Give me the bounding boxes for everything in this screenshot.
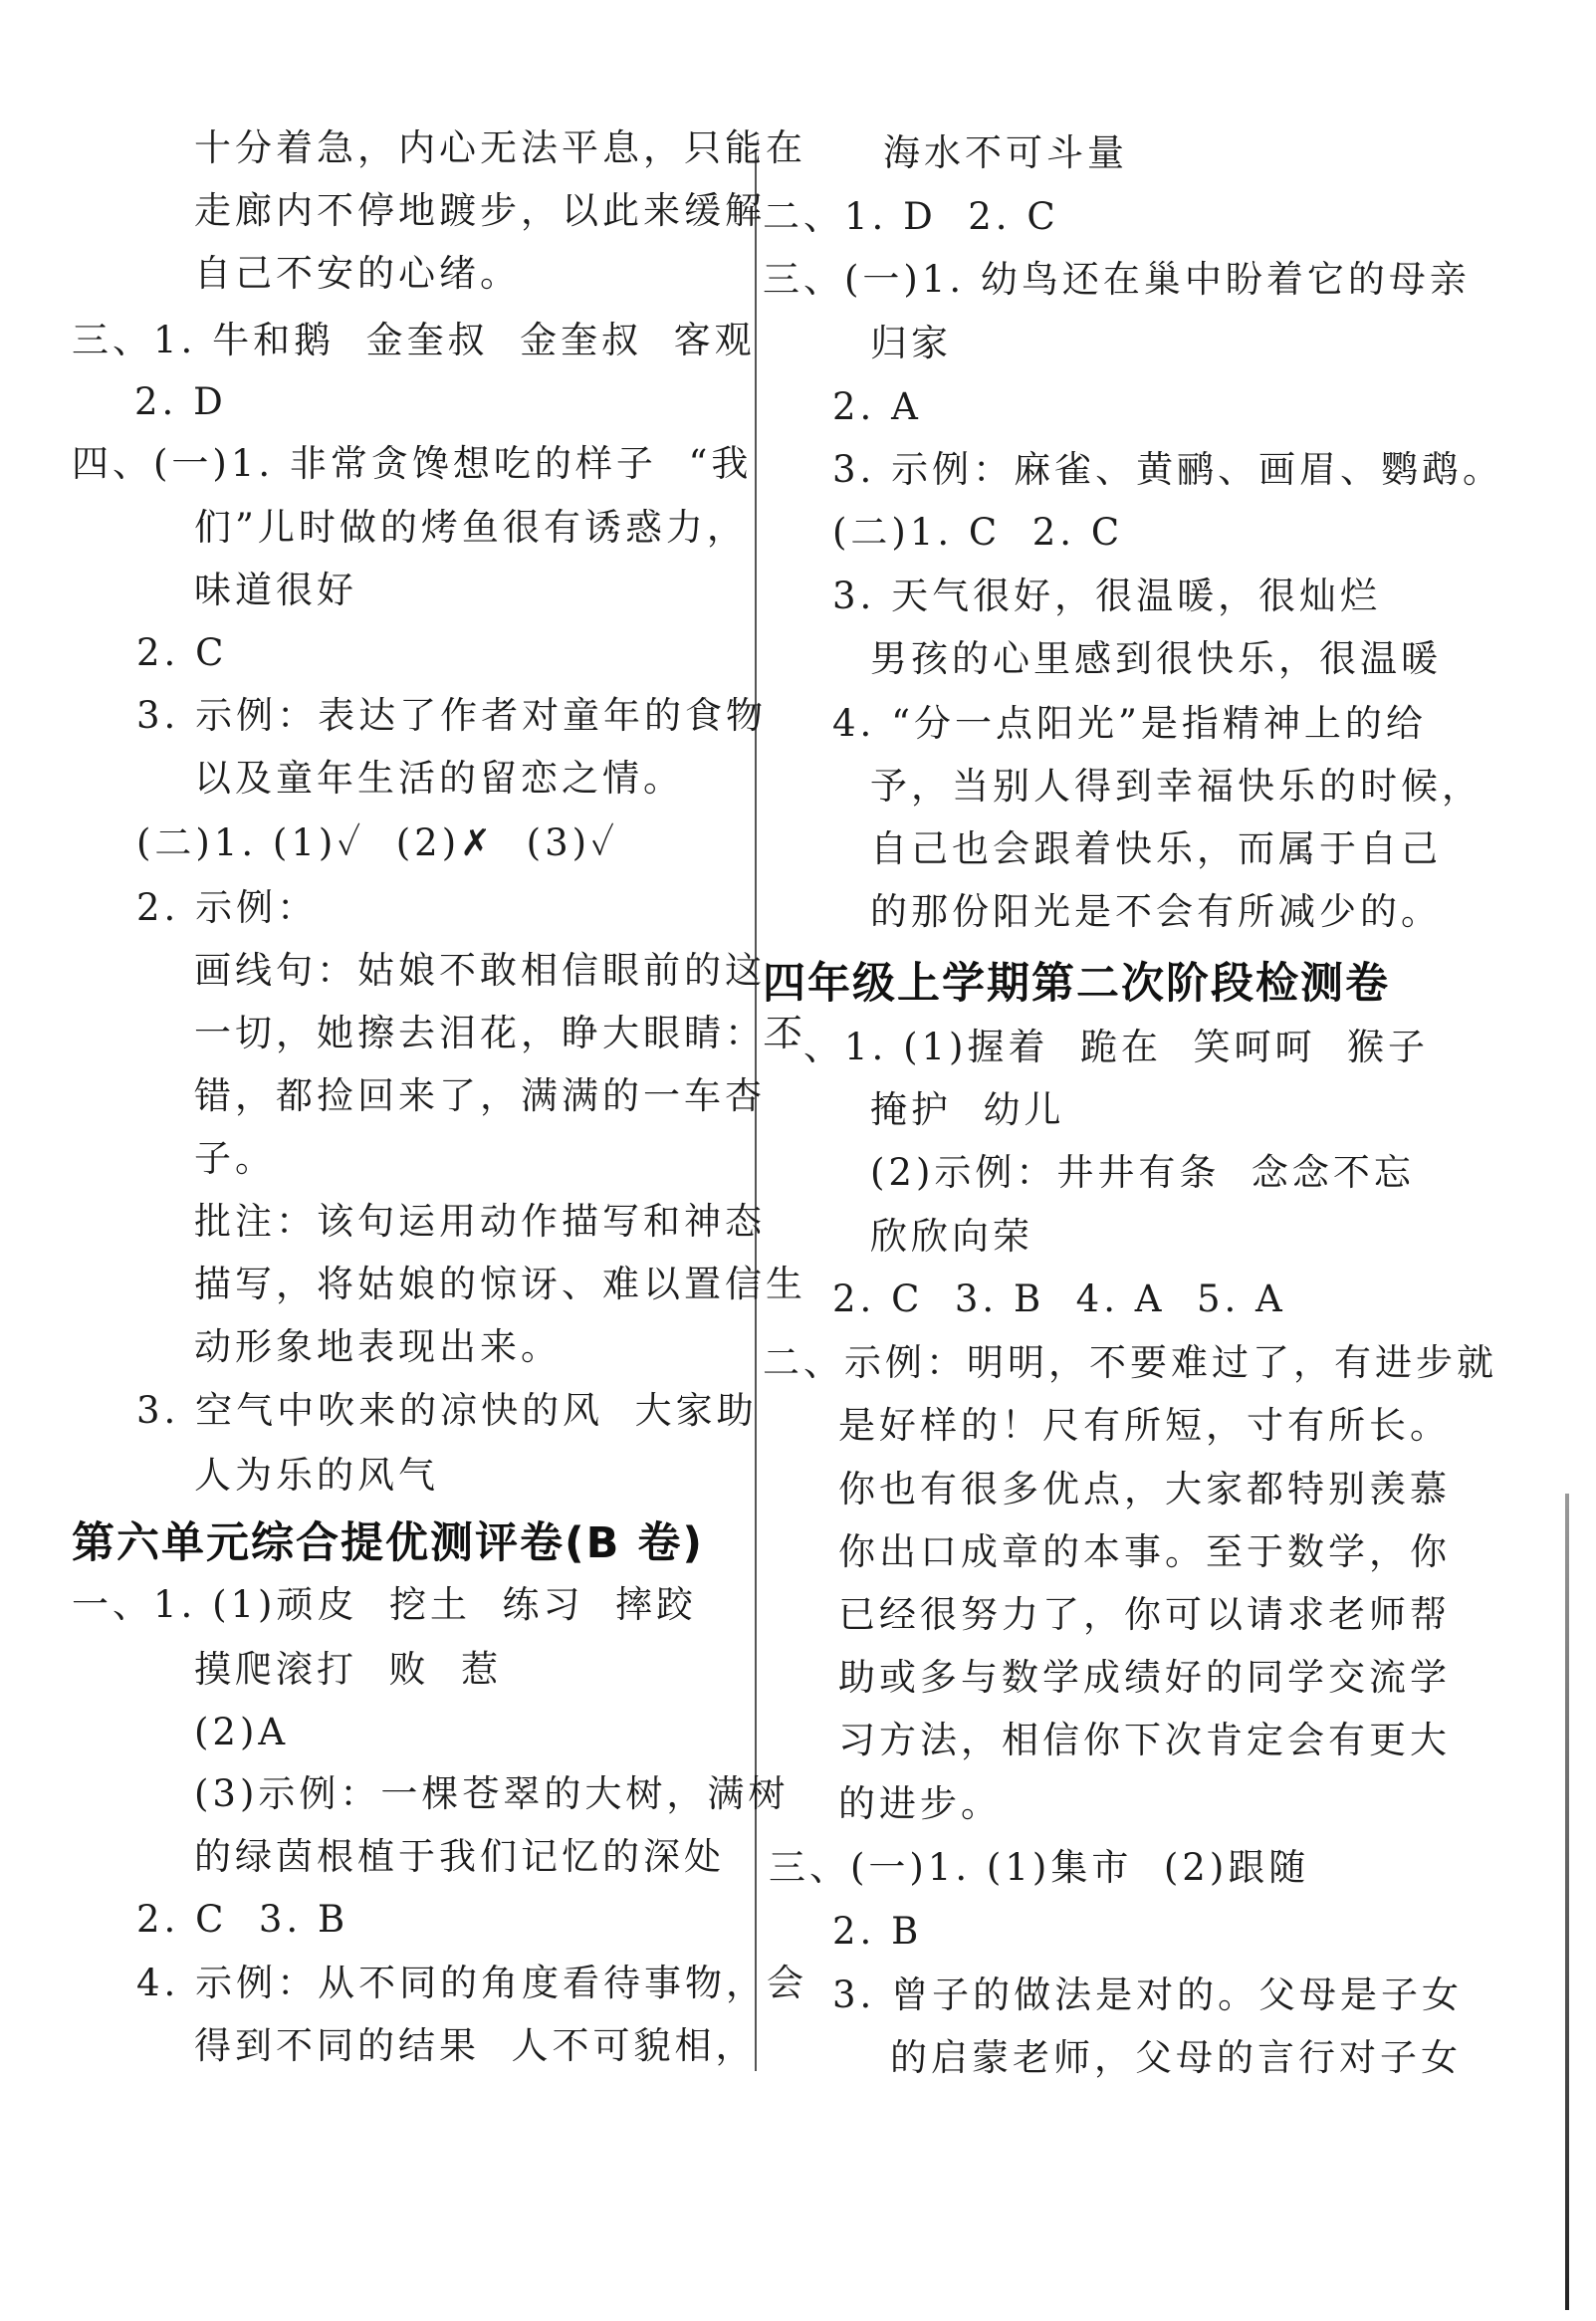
answer-line: 子。 bbox=[194, 1137, 276, 1180]
answer-line: 掩护 幼儿 bbox=[870, 1088, 1065, 1131]
answer-line: 的绿茵根植于我们记忆的深处 bbox=[194, 1835, 725, 1878]
answer-line: 自己也会跟着快乐，而属于自己 bbox=[870, 827, 1442, 870]
answer-line: 3. 示例：表达了作者对童年的食物 bbox=[136, 694, 768, 737]
answer-line: (二)1. C 2. C bbox=[832, 511, 1124, 554]
answer-line: 海水不可斗量 bbox=[883, 131, 1128, 174]
answer-line: 味道很好 bbox=[194, 569, 357, 611]
answer-line: 3. 示例：麻雀、黄鹂、画眉、鹦鹉。 bbox=[832, 448, 1504, 491]
answer-line: 一、1. (1)顽皮 挖土 练习 摔跤 bbox=[72, 1583, 698, 1626]
answer-line: 得到不同的结果 人不可貌相， bbox=[194, 2024, 757, 2067]
answer-line: 2. C bbox=[136, 631, 228, 674]
section-heading: 四年级上学期第二次阶段检测卷 bbox=[763, 959, 1390, 1009]
answer-line: 2. D bbox=[134, 380, 227, 423]
scan-edge-shadow bbox=[1565, 1494, 1569, 2310]
answer-line: 二、1. D 2. C bbox=[763, 195, 1059, 238]
answer-line: 习方法，相信你下次肯定会有更大 bbox=[838, 1719, 1451, 1761]
answer-line: 4. “分一点阳光”是指精神上的给 bbox=[832, 702, 1427, 745]
answer-line: 归家 bbox=[870, 322, 952, 364]
answer-line: 自己不安的心绪。 bbox=[194, 252, 521, 295]
answer-line: 已经很努力了，你可以请求老师帮 bbox=[838, 1593, 1451, 1636]
answer-line: 人为乐的风气 bbox=[194, 1454, 439, 1497]
answer-line: 一切，她擦去泪花，睁大眼睛：不 bbox=[194, 1012, 806, 1054]
answer-line: 二、示例：明明，不要难过了，有进步就 bbox=[763, 1341, 1497, 1384]
answer-line: 2. C 3. B bbox=[136, 1898, 349, 1941]
answer-line: 三、1. 牛和鹅 金奎叔 金奎叔 客观 bbox=[72, 319, 756, 361]
answer-line: 描写，将姑娘的惊讶、难以置信生 bbox=[194, 1263, 806, 1305]
answer-line: 的启蒙老师，父母的言行对子女 bbox=[890, 2036, 1462, 2079]
answer-line: 四、(一)1. 非常贪馋想吃的样子 “我 bbox=[72, 442, 753, 485]
answer-line: 2. B bbox=[832, 1910, 923, 1953]
answer-line: 2. 示例： bbox=[136, 886, 319, 929]
answer-line: 是好样的！尺有所短，寸有所长。 bbox=[838, 1404, 1451, 1447]
answer-line: 2. A bbox=[832, 385, 922, 428]
answer-line: 你出口成章的本事。至于数学，你 bbox=[838, 1530, 1451, 1573]
answer-line: 你也有很多优点，大家都特别羡慕 bbox=[838, 1468, 1451, 1510]
answer-line: 的那份阳光是不会有所减少的。 bbox=[870, 890, 1442, 933]
answer-line: 三、(一)1. (1)集市 (2)跟随 bbox=[769, 1846, 1310, 1889]
answer-line: (3)示例：一棵苍翠的大树，满树 bbox=[194, 1772, 790, 1815]
answer-line: (2)示例：井井有条 念念不忘 bbox=[870, 1151, 1415, 1194]
answer-line: 3. 空气中吹来的凉快的风 大家助 bbox=[136, 1389, 758, 1432]
answer-line: 画线句：姑娘不敢相信眼前的这 bbox=[194, 949, 766, 992]
answer-line: 4. 示例：从不同的角度看待事物，会 bbox=[136, 1962, 808, 2004]
answer-line: 一、1. (1)握着 跪在 笑呵呵 猴子 bbox=[763, 1026, 1430, 1068]
answer-line: 3. 曾子的做法是对的。父母是子女 bbox=[832, 1973, 1464, 2016]
answer-line: 予，当别人得到幸福快乐的时候， bbox=[870, 765, 1482, 808]
answer-line: 批注：该句运用动作描写和神态 bbox=[194, 1200, 766, 1243]
answer-line: 十分着急，内心无法平息，只能在 bbox=[194, 126, 806, 169]
answer-line: 三、(一)1. 幼鸟还在巢中盼着它的母亲 bbox=[763, 258, 1471, 301]
section-heading: 第六单元综合提优测评卷(B 卷) bbox=[72, 1518, 705, 1568]
answer-line: 走廊内不停地踱步，以此来缓解 bbox=[194, 189, 766, 232]
answer-line: 助或多与数学成绩好的同学交流学 bbox=[838, 1656, 1451, 1699]
answer-line: (二)1. (1)✓ (2)✗ (3)✓ bbox=[136, 821, 618, 864]
answer-line: 摸爬滚打 败 惹 bbox=[194, 1648, 503, 1691]
answer-line: 以及童年生活的留恋之情。 bbox=[194, 757, 684, 800]
answer-line: 的进步。 bbox=[838, 1782, 1002, 1825]
answer-line: 们”儿时做的烤鱼很有诱惑力， bbox=[194, 506, 748, 549]
answer-line: 男孩的心里感到很快乐，很温暖 bbox=[870, 637, 1442, 680]
answer-line: 2. C 3. B 4. A 5. A bbox=[832, 1277, 1286, 1320]
answer-line: (2)A bbox=[194, 1711, 290, 1753]
answer-line: 动形象地表现出来。 bbox=[194, 1325, 562, 1368]
answer-line: 欣欣向荣 bbox=[870, 1215, 1033, 1258]
answer-line: 3. 天气很好，很温暖，很灿烂 bbox=[832, 575, 1382, 617]
answer-line: 错，都捡回来了，满满的一车杏 bbox=[194, 1074, 766, 1117]
